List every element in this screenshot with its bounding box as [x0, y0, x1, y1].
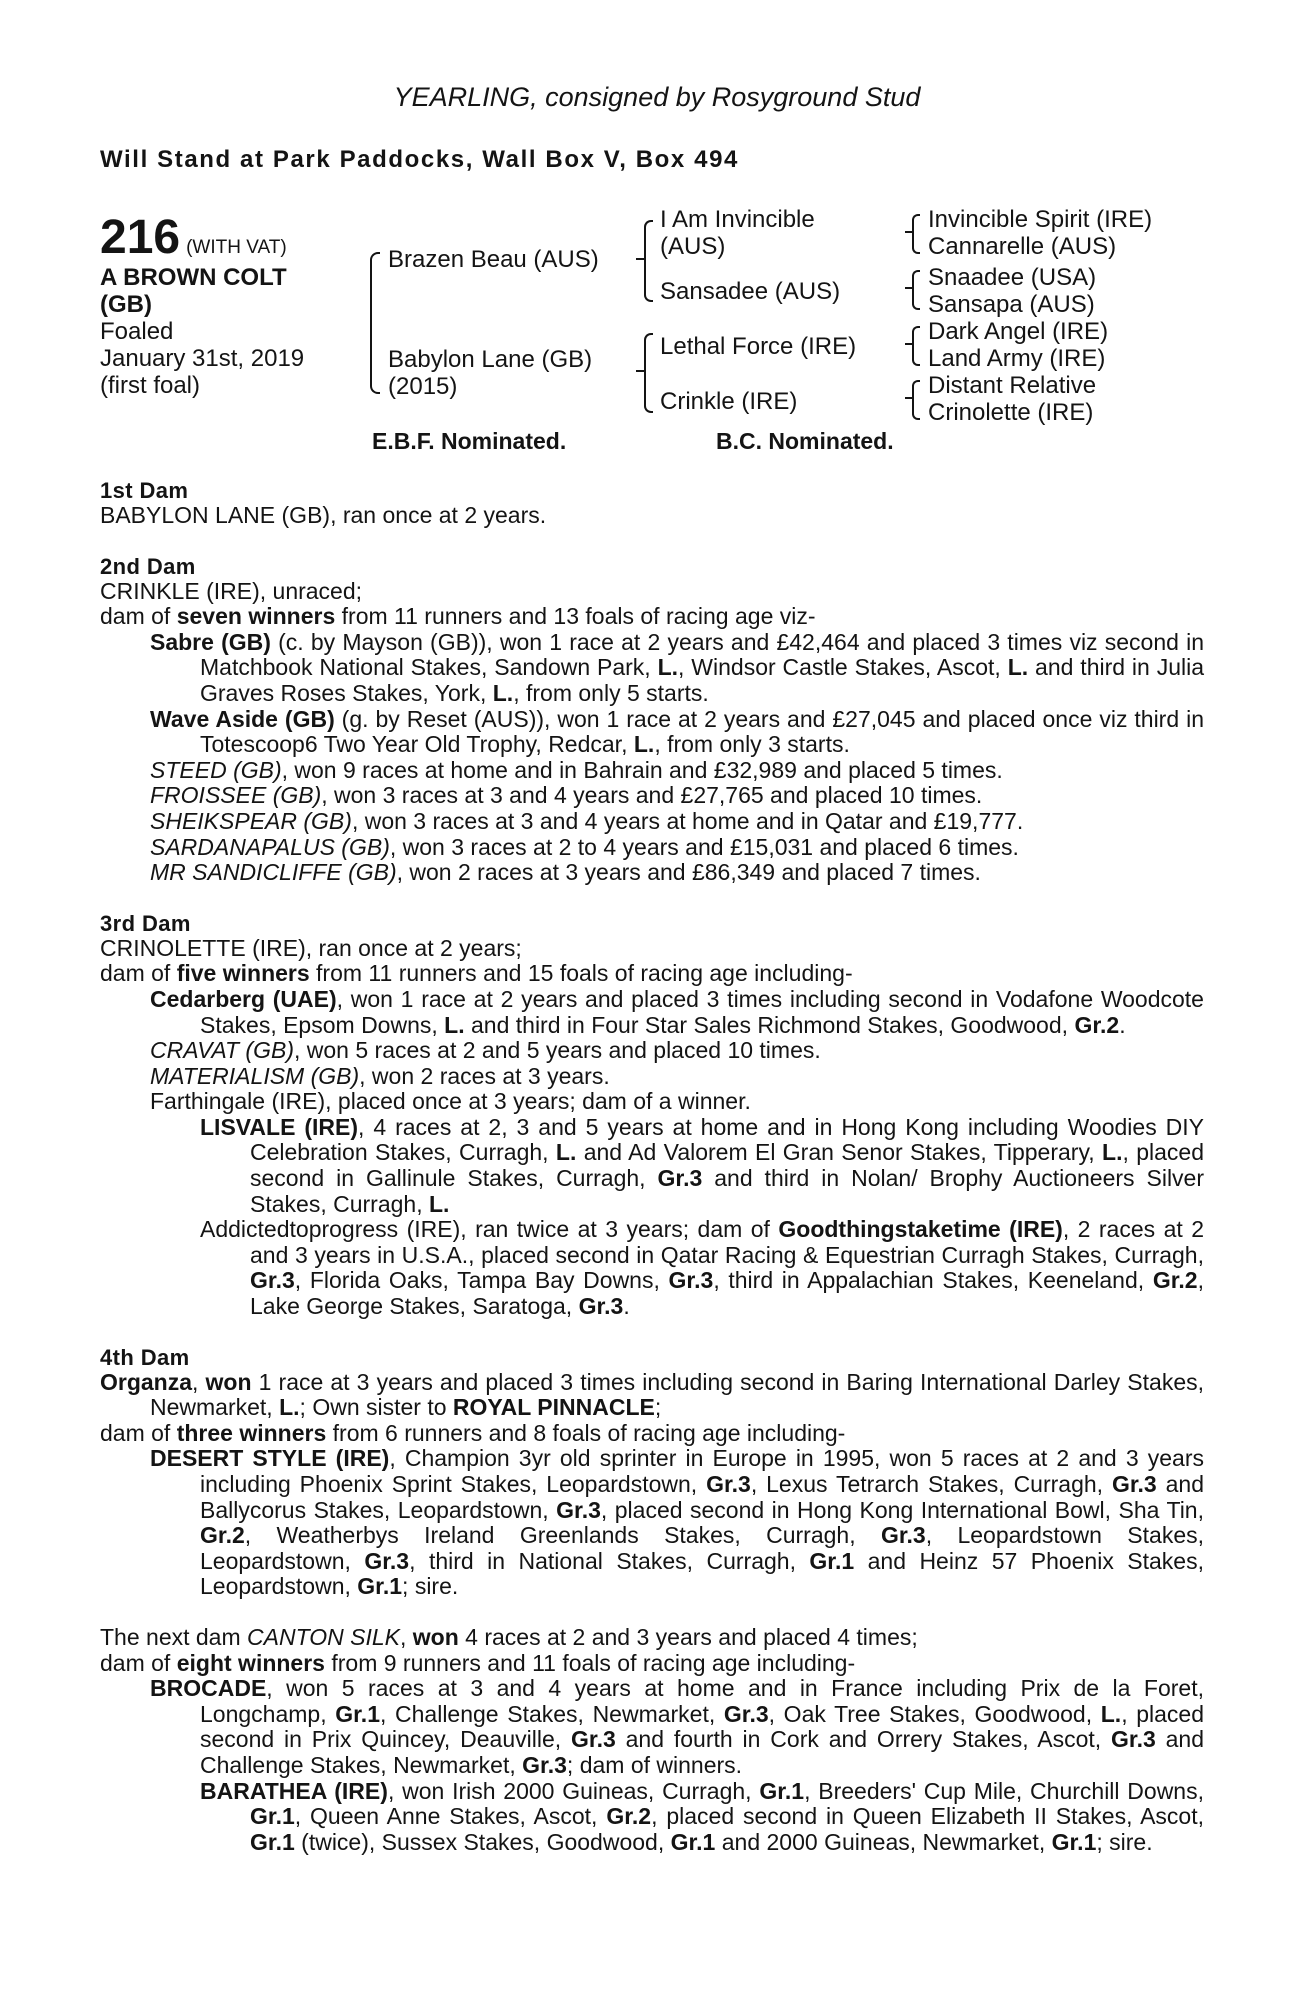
dam1-heading: 1st Dam [100, 478, 189, 503]
text-run: , placed second in Hong Kong International Bowl, Sha Tin, [600, 1496, 1204, 1523]
text-run: , won 9 races at home and in Bahrain and £32,989 and placed 5 times. [281, 756, 1003, 783]
text-run: Wave Aside (GB) [150, 705, 335, 732]
text-run: . [623, 1293, 630, 1320]
text-run: , placed second in Prix Quincey, Deauville, [200, 1700, 1204, 1753]
pedigree-g3: Snaadee (USA) [928, 264, 1097, 291]
text-run: Sabre (GB) [150, 628, 271, 655]
text-run: L. [657, 654, 679, 681]
text-run: won [412, 1623, 459, 1650]
pedigree-g8: Crinolette (IRE) [928, 399, 1094, 426]
text-run: dam of [100, 1649, 177, 1676]
text-run: CRAVAT (GB) [150, 1037, 294, 1064]
text-run: (g. by Reset (AUS)), won 1 race at 2 years and £27,045 and placed once viz third in Totescoop6 Two Year Old Trophy, Redcar, [200, 705, 1204, 758]
text-run: and 2000 Guineas, Newmarket, [715, 1828, 1052, 1855]
dam3-cravat [150, 1038, 1204, 1064]
text-run: Organza [100, 1368, 193, 1395]
text-run: , Windsor Castle Stakes, Ascot, [678, 654, 1008, 681]
lot-number: 216 [100, 211, 181, 264]
text-run: Gr.3 [556, 1496, 601, 1523]
text-run: , Lake George Stakes, Saratoga, [250, 1267, 1204, 1320]
pedigree-sire-sire-1: I Am Invincible [660, 206, 815, 233]
text-run: DESERT STYLE (IRE) [150, 1445, 390, 1472]
text-run: Gr.3 [1111, 1471, 1157, 1497]
text-run: MATERIALISM (GB) [150, 1062, 360, 1089]
text-run: , Champion 3yr old sprinter in Europe in 1995, won 5 races at 2 and 3 years including Phoenix Sprint Stakes, Leopardstown, [200, 1445, 1204, 1497]
text-run: , third in National Stakes, Curragh, [409, 1547, 810, 1574]
lot-description-2: (GB) [100, 291, 152, 318]
pedigree-g6: Land Army (IRE) [928, 345, 1106, 372]
text-run: Gr.3 [1111, 1726, 1156, 1753]
stand-location: Will Stand at Park Paddocks, Wall Box V, Box 494 [100, 146, 739, 173]
text-run: Gr.3 [657, 1165, 703, 1192]
text-run: , [399, 1623, 413, 1650]
text-run: ; Own sister to [299, 1394, 453, 1421]
text-run: 1 race at 3 years and placed 3 times including second in Baring International Darley Stakes, Newmarket, [150, 1368, 1204, 1421]
text-run: five winners [176, 960, 310, 987]
text-run: , Challenge Stakes, Newmarket, [380, 1700, 724, 1727]
dam2-sheikspear [150, 809, 1204, 835]
text-run: from 9 runners and 11 foals of racing age including- [324, 1649, 856, 1676]
text-run: , from only 5 starts. [513, 679, 709, 706]
text-run: Gr.2 [200, 1522, 245, 1549]
text-run: , won 5 races at 3 and 4 years at home and in France including Prix de la Foret, Longchamp, [200, 1675, 1204, 1727]
text-run: dam of [100, 960, 177, 987]
text-run: (c. by Mayson (GB)), won 1 race at 2 years and £42,464 and placed 3 times viz second in Matchbook National Stakes, Sandown Park, [200, 628, 1204, 681]
pedigree-brace-3d-tick [905, 397, 912, 399]
text-run: MR SANDICLIFFE (GB) [150, 859, 397, 886]
text-run: Gr.3 [668, 1267, 714, 1294]
foal-note: (first foal) [100, 372, 201, 399]
text-run: L. [492, 679, 514, 706]
pedigree-g2: Cannarelle (AUS) [928, 233, 1117, 260]
text-run: 4 races at 2 and 3 years and placed 4 times; [458, 1623, 918, 1650]
text-run: Gr.1 [1051, 1828, 1097, 1855]
text-run: , won 1 race at 2 years and placed 3 times including second in Vodafone Woodcote Stakes, Epsom Downs, [200, 985, 1204, 1038]
text-run: dam of [100, 1419, 177, 1446]
text-run: Gr.3 [578, 1293, 624, 1320]
text-run: FROISSEE (GB) [150, 782, 322, 809]
dam4-desert-style [100, 1446, 1204, 1600]
text-run: , Oak Tree Stakes, Goodwood, [768, 1700, 1101, 1727]
text-run: (twice), Sussex Stakes, Goodwood, [294, 1828, 671, 1855]
text-run: won [205, 1368, 252, 1395]
text-run: Gr.1 [250, 1803, 295, 1830]
text-run: , Breeders' Cup Mile, Churchill Downs, [804, 1777, 1204, 1804]
text-run: SHEIKSPEAR (GB) [150, 807, 352, 834]
text-run: and Ballycorus Stakes, Leopardstown, [200, 1471, 1205, 1523]
foaled-date: January 31st, 2019 [100, 345, 305, 372]
text-run: Gr.3 [723, 1700, 769, 1727]
dam2-sabre [100, 630, 1204, 707]
text-run: and fourth in Cork and Orrery Stakes, Ascot, [615, 1726, 1112, 1753]
foaled-label: Foaled [100, 318, 174, 345]
pedigree-dam-1: Babylon Lane (GB) [388, 346, 593, 373]
vat-label: (WITH VAT) [186, 237, 287, 258]
dam3-farthingale: Farthingale (IRE), placed once at 3 years; dam of a winner. [150, 1088, 751, 1115]
page-header: YEARLING, consigned by Rosyground Stud [393, 82, 921, 112]
pedigree-brace-3a [912, 214, 920, 254]
pedigree-dam-2: (2015) [388, 373, 458, 400]
text-run: , Lexus Tetrarch Stakes, Curragh, [750, 1471, 1112, 1497]
text-run: , placed second in Gallinule Stakes, Curragh, [250, 1139, 1204, 1192]
text-run: L. [633, 731, 655, 758]
text-run: Addictedtoprogress (IRE), ran twice at 3 years; dam of [200, 1216, 779, 1243]
dam3-line1: CRINOLETTE (IRE), ran once at 2 years; [100, 934, 522, 961]
text-run: , won 3 races at 3 and 4 years and £27,765 and placed 10 times. [321, 782, 983, 809]
text-run: , [192, 1368, 206, 1395]
pedigree-brace-1 [370, 252, 380, 394]
text-run: seven winners [176, 603, 336, 630]
text-run: , Leopardstown Stakes, Leopardstown, [200, 1522, 1204, 1574]
text-run: ; sire. [402, 1573, 459, 1600]
text-run: Gr.1 [809, 1547, 855, 1574]
next-brocade [100, 1676, 1204, 1778]
text-run: , Queen Anne Stakes, Ascot, [294, 1803, 607, 1830]
text-run: , 4 races at 2, 3 and 5 years at home and in Hong Kong including Woodies DIY Celebration Stakes, Curragh, [250, 1113, 1204, 1166]
text-run: L. [279, 1394, 300, 1421]
text-run: Gr.2 [1074, 1011, 1120, 1038]
text-run: BROCADE [150, 1675, 267, 1702]
text-run: ; sire. [1096, 1828, 1153, 1855]
text-run: , won 3 races at 2 to 4 years and £15,031 and placed 6 times. [389, 833, 1019, 860]
dam2-line2 [100, 604, 1204, 630]
text-run: Gr.3 [880, 1522, 926, 1549]
pedigree-brace-2a [644, 220, 653, 302]
pedigree-g7: Distant Relative [928, 372, 1097, 399]
dam3-materialism [150, 1064, 1204, 1090]
text-run: , placed second in Queen Elizabeth II Stakes, Ascot, [651, 1803, 1204, 1830]
text-run: BARATHEA (IRE) [200, 1777, 388, 1804]
pedigree-g4: Sansapa (AUS) [928, 291, 1095, 318]
text-run: L. [444, 1011, 465, 1038]
dam3-addictedtoprogress [100, 1217, 1204, 1319]
text-run: Gr.3 [571, 1726, 616, 1753]
text-run: Gr.1 [357, 1573, 403, 1600]
catalogue-body [100, 478, 1204, 1855]
dam2-steed [150, 758, 1204, 784]
dam2-mr-sandicliffe [150, 860, 1204, 886]
text-run: Cedarberg (UAE) [150, 985, 337, 1012]
text-run: L. [428, 1190, 450, 1217]
pedigree-brace-3d [912, 380, 920, 420]
pedigree-brace-2b [644, 333, 653, 413]
text-run: ; dam of winners. [566, 1751, 743, 1778]
text-run: L. [555, 1139, 577, 1166]
text-run: , Weatherbys Ireland Greenlands Stakes, Curragh, [244, 1522, 881, 1549]
text-run: and Heinz 57 Phoenix Stakes, Leopardstown, [200, 1547, 1204, 1600]
pedigree-sire: Brazen Beau (AUS) [388, 246, 599, 273]
dam4-line2 [100, 1421, 1204, 1447]
text-run: L. [1007, 654, 1029, 681]
text-run: L. [1100, 1700, 1122, 1727]
pedigree-brace-3b [912, 270, 920, 310]
pedigree-g5: Dark Angel (IRE) [928, 318, 1109, 345]
text-run: three winners [176, 1419, 327, 1446]
dam3-lisvale [100, 1115, 1204, 1217]
ebf-nomination: E.B.F. Nominated. [372, 428, 567, 454]
pedigree-brace-3a-tick [905, 231, 912, 233]
pedigree-brace-3c [912, 326, 920, 366]
dam4-organza [100, 1370, 1204, 1421]
text-run: and third in Four Star Sales Richmond Stakes, Goodwood, [464, 1011, 1075, 1038]
text-run: Gr.1 [759, 1777, 805, 1804]
text-run: from 11 runners and 15 foals of racing age including- [309, 960, 853, 987]
pedigree-brace-2b-tick [636, 370, 644, 372]
text-run: , won 2 races at 3 years. [359, 1062, 610, 1089]
text-run: L. [1102, 1139, 1123, 1166]
text-run: LISVALE (IRE) [200, 1113, 359, 1140]
text-run: , won 3 races at 3 and 4 years at home and in Qatar and £19,777. [351, 807, 1024, 834]
text-run: Gr.2 [1152, 1267, 1198, 1294]
pedigree-sire-sire-2: (AUS) [660, 233, 726, 260]
text-run: , from only 3 starts. [654, 731, 850, 758]
text-run: STEED (GB) [150, 756, 282, 783]
text-run: CANTON SILK [247, 1623, 400, 1650]
text-run: and third in Nolan/ Brophy Auctioneers Silver Stakes, Curragh, [250, 1165, 1205, 1217]
text-run: Gr.2 [606, 1803, 652, 1830]
lot-number-line [100, 211, 287, 264]
dam3-cedarberg [100, 987, 1204, 1038]
text-run: , won 5 races at 2 and 5 years and placed 10 times. [294, 1037, 821, 1064]
lot-description-1: A BROWN COLT [100, 264, 287, 291]
next-dam-line1 [100, 1625, 1204, 1651]
pedigree-brace-2a-tick [636, 258, 644, 260]
text-run: , won Irish 2000 Guineas, Curragh, [387, 1777, 760, 1804]
text-run: Gr.3 [706, 1471, 751, 1497]
pedigree-dam-sire: Lethal Force (IRE) [660, 333, 857, 360]
dam2-froissee [150, 783, 1204, 809]
text-run: Goodthingstaketime (IRE) [778, 1216, 1063, 1243]
text-run: , third in Appalachian Stakes, Keeneland, [713, 1267, 1153, 1294]
text-run: from 6 runners and 8 foals of racing age including- [326, 1419, 846, 1446]
text-run: , 2 races at 2 and 3 years in U.S.A., placed second in Qatar Racing & Equestrian Curragh Stakes, Curragh, [250, 1216, 1204, 1268]
text-run: ; [654, 1394, 662, 1421]
dam1-text: BABYLON LANE (GB), ran once at 2 years. [100, 502, 547, 528]
text-run: and Ad Valorem El Gran Senor Stakes, Tipperary, [576, 1139, 1103, 1166]
dam2-heading: 2nd Dam [100, 553, 196, 579]
text-run: Gr.1 [335, 1700, 380, 1727]
text-run: Gr.1 [250, 1828, 295, 1855]
dam3-heading: 3rd Dam [100, 910, 191, 936]
pedigree-brace-3b-tick [905, 287, 912, 289]
dam4-heading: 4th Dam [100, 1344, 190, 1370]
text-run: Gr.3 [250, 1267, 295, 1294]
dam2-wave-aside [100, 707, 1204, 758]
pedigree-brace-3c-tick [905, 343, 912, 345]
text-run: dam of [100, 603, 177, 630]
text-run: Gr.1 [670, 1828, 716, 1855]
text-run: and third in Julia Graves Roses Stakes, York, [200, 654, 1205, 706]
text-run: , won 2 races at 3 years and £86,349 and placed 7 times. [396, 859, 981, 886]
text-run: eight winners [176, 1649, 325, 1676]
text-run: . [1119, 1011, 1126, 1038]
text-run: , Florida Oaks, Tampa Bay Downs, [294, 1267, 669, 1294]
text-run: Gr.3 [522, 1751, 567, 1778]
text-run: The next dam [100, 1623, 248, 1650]
text-run: and Challenge Stakes, Newmarket, [200, 1726, 1205, 1778]
dam2-line1: CRINKLE (IRE), unraced; [100, 577, 363, 604]
pedigree-dam-dam: Crinkle (IRE) [660, 388, 798, 415]
pedigree-g1: Invincible Spirit (IRE) [928, 206, 1153, 233]
next-dam-line2 [100, 1651, 1204, 1677]
text-run: SARDANAPALUS (GB) [150, 833, 390, 860]
bc-nomination: B.C. Nominated. [716, 428, 894, 454]
text-run: ROYAL PINNACLE [452, 1394, 655, 1421]
text-run: from 11 runners and 13 foals of racing age viz- [335, 603, 816, 630]
pedigree-sire-dam: Sansadee (AUS) [660, 278, 841, 305]
text-run: Gr.3 [364, 1547, 410, 1574]
dam3-line2 [100, 961, 1204, 987]
dam2-sardanapalus [150, 835, 1204, 861]
next-barathea [100, 1779, 1204, 1856]
